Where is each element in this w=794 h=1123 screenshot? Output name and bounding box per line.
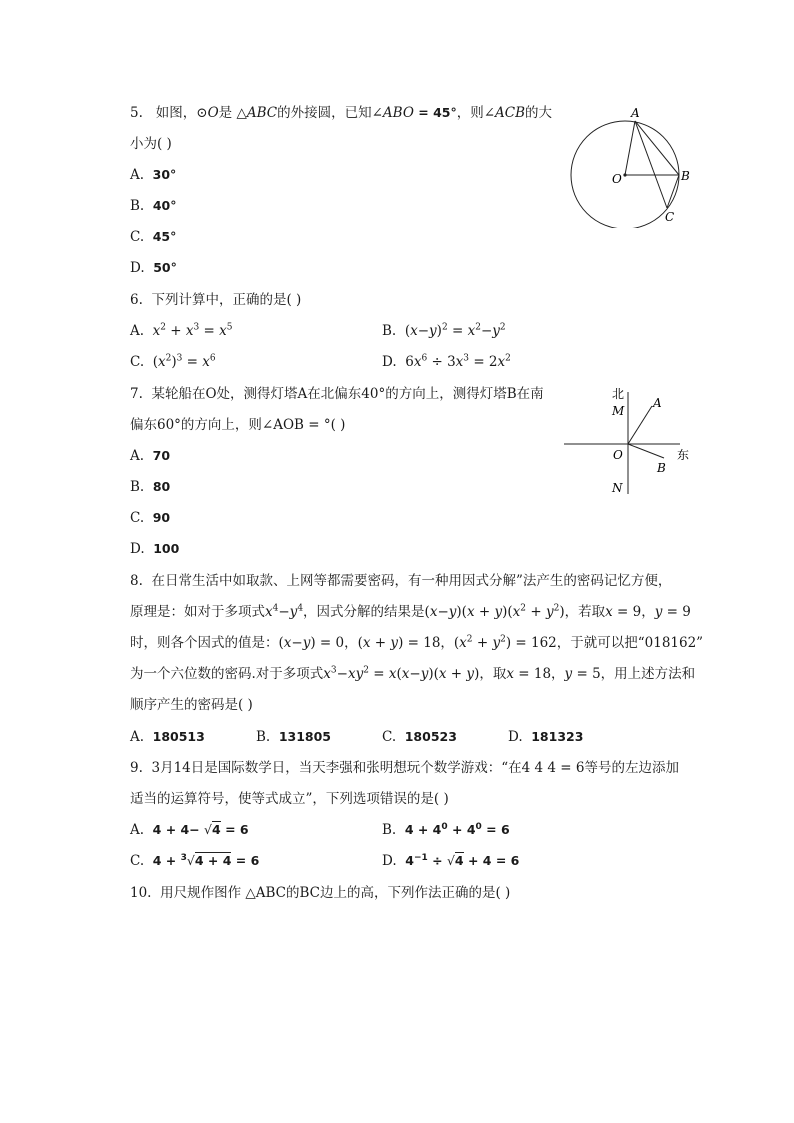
option-c[interactable]: C. 90 — [130, 510, 171, 526]
option-b[interactable]: B. $4 + 4^0 + 4^0 = 6$ — [382, 821, 510, 838]
question-8-line5: 顺序产生的密码是( ) — [130, 697, 253, 713]
label-b: B — [681, 169, 690, 183]
question-7-stem-line2: 偏东60°的方向上，则∠AOB = °( ) — [130, 417, 346, 433]
label-east: 东 — [677, 448, 690, 462]
compass-figure — [560, 384, 700, 500]
label-o: O — [612, 172, 622, 186]
label-o: O — [613, 448, 623, 462]
question-8-line3: 时，则各个因式的值是：(x−y) = 0，(x + y) = 18，$(x^2 + y^2) = 162$，于就可以把“018162” — [130, 634, 704, 651]
question-8-line2: 原理是：如对于多项式$x^4-y^4$，因式分解的结果是$(x-y)(x + y)(x^2 + y^2)$，若取x = 9，y = 9 — [130, 603, 691, 620]
option-b[interactable]: B. 80 — [130, 479, 171, 495]
label-north: 北 — [612, 387, 625, 401]
question-5-stem-line1: 5. 如图，⊙O是 △ABC的外接圆，已知∠ABO = 45°，则∠ACB的大 — [130, 105, 553, 121]
circle-figure — [566, 104, 696, 228]
option-a[interactable]: A. $x^2 + x^3 = x^5$ — [130, 322, 233, 339]
option-b[interactable]: B. $(x-y)^2 = x^2-y^2$ — [382, 322, 506, 339]
option-d[interactable]: D. $6x^6 \div 3x^3 = 2x^2$ — [382, 353, 511, 370]
option-d[interactable]: D. 50° — [130, 260, 177, 276]
question-10-stem: 10. 用尺规作图作 △ABC的BC边上的高，下列作法正确的是( ) — [130, 885, 511, 901]
option-c[interactable]: C. 45° — [130, 229, 177, 245]
formula: $6x^6 \div 3x^3 = 2x^2$ — [405, 353, 511, 370]
label-b: B — [657, 461, 666, 475]
label-c: C — [665, 210, 675, 224]
question-number: 6. — [130, 292, 143, 308]
option-c[interactable]: C. 180523 — [382, 729, 457, 745]
option-d[interactable]: D. 181323 — [508, 729, 584, 745]
label-n: N — [612, 481, 623, 495]
question-8-line1: 8. 在日常生活中如取款、上网等都需要密码，有一种用因式分解”法产生的密码记忆方便， — [130, 573, 672, 589]
option-b[interactable]: B. 131805 — [256, 729, 331, 745]
option-b[interactable]: B. 40° — [130, 198, 177, 214]
formula: $4 + 4^0 + 4^0 = 6$ — [404, 821, 510, 837]
option-d[interactable]: D. $4^{-1} \div √4 + 4 = 6$ — [382, 852, 520, 869]
question-number: 10. — [130, 885, 152, 901]
question-9-line2: 适当的运算符号，使等式成立”，下列选项错误的是( ) — [130, 791, 449, 807]
formula: $4^{-1} \div √4 + 4 = 6$ — [405, 852, 520, 868]
option-a[interactable]: A. 70 — [130, 448, 171, 464]
formula: $x^2 + x^3 = x^5$ — [152, 322, 233, 339]
question-5-stem-line2: 小为( ) — [130, 136, 172, 152]
question-number: 9. — [130, 760, 143, 776]
option-a[interactable]: A. 180513 — [130, 729, 205, 745]
label-m: M — [612, 404, 625, 418]
question-number: 8. — [130, 573, 143, 589]
label-a: A — [653, 396, 662, 410]
question-6-stem: 6. 下列计算中，正确的是( ) — [130, 292, 302, 308]
option-c[interactable]: C. 4 + $^3$√4 + 4 = 6 — [130, 852, 260, 869]
option-d[interactable]: D. 100 — [130, 541, 180, 557]
option-a[interactable]: A. 30° — [130, 167, 177, 183]
formula: $(x-y)^2 = x^2-y^2$ — [404, 322, 506, 339]
question-9-line1: 9. 3月14日是国际数学日，当天李强和张明想玩个数学游戏：“在4 4 4 = 6等号的左边添加 — [130, 760, 679, 776]
formula: 4 + 4− √4 = 6 — [152, 822, 249, 837]
question-7-stem-line1: 7. 某轮船在O处，测得灯塔A在北偏东40°的方向上，测得灯塔B在南 — [130, 386, 544, 402]
question-number: 5. — [130, 105, 143, 121]
option-c[interactable]: C. $(x^2)^3 = x^6$ — [130, 353, 216, 370]
option-a[interactable]: A. 4 + 4− √4 = 6 — [130, 822, 249, 838]
question-number: 7. — [130, 386, 143, 402]
formula: 4 + $^3$√4 + 4 = 6 — [152, 852, 260, 868]
formula: $(x^2)^3 = x^6$ — [152, 353, 216, 370]
label-a: A — [631, 106, 640, 120]
question-8-line4: 为一个六位数的密码.对于多项式$x^3-xy^2 = x(x-y)(x + y)$，取x = 18，y = 5，用上述方法和 — [130, 665, 696, 682]
